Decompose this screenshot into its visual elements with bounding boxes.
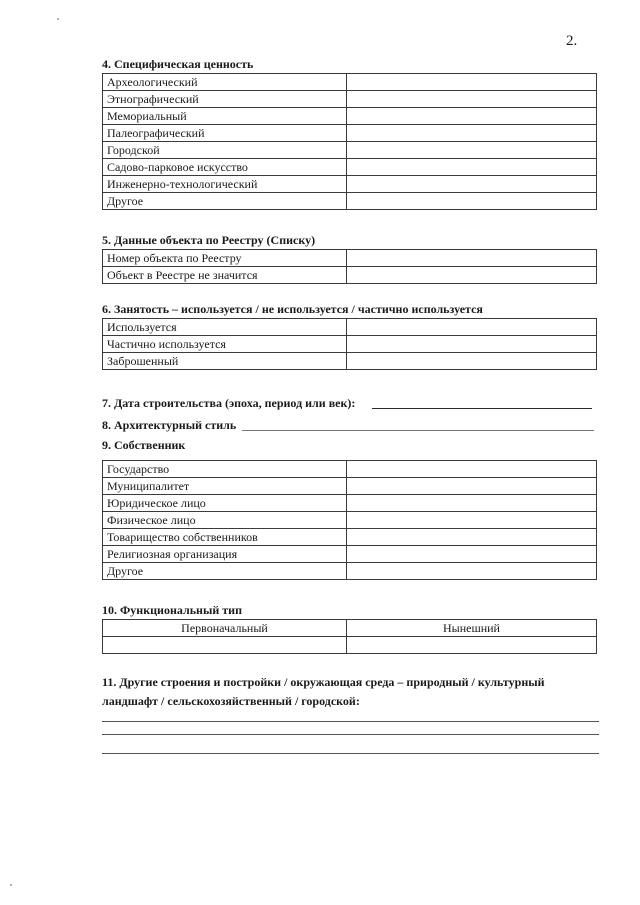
value-cell[interactable] xyxy=(347,142,597,159)
row-label: Товарищество собственников xyxy=(103,529,347,546)
row-label: Номер объекта по Реестру xyxy=(103,250,347,267)
value-cell[interactable] xyxy=(347,512,597,529)
value-cell[interactable] xyxy=(347,563,597,580)
section-4-title: 4. Специфическая ценность xyxy=(102,57,254,71)
table-row xyxy=(103,478,597,495)
value-cell[interactable] xyxy=(347,91,597,108)
table-row xyxy=(103,512,597,529)
table-header-row xyxy=(103,620,597,637)
table-row xyxy=(103,193,597,210)
scan-speck xyxy=(10,884,12,886)
row-label: Городской xyxy=(103,142,347,159)
section-9-title: 9. Собственник xyxy=(102,438,186,452)
table-row xyxy=(103,563,597,580)
value-cell[interactable] xyxy=(347,319,597,336)
section-4-table xyxy=(102,73,597,210)
section-11-title: 11. Другие строения и постройки / окружающая среда – природный / культурный ландшафт / сельскохозяйственный / городской: xyxy=(102,675,545,708)
value-cell[interactable] xyxy=(347,74,597,91)
row-label: Используется xyxy=(103,319,347,336)
row-label: Объект в Реестре не значится xyxy=(103,267,347,284)
value-cell[interactable] xyxy=(347,159,597,176)
table-row xyxy=(103,108,597,125)
section-10-title: 10. Функциональный тип xyxy=(102,603,242,617)
row-label: Палеографический xyxy=(103,125,347,142)
section-9-table xyxy=(102,460,597,580)
row-label: Религиозная организация xyxy=(103,546,347,563)
table-row xyxy=(103,176,597,193)
row-label: Частично используется xyxy=(103,336,347,353)
value-cell[interactable] xyxy=(347,353,597,370)
table-row xyxy=(103,461,597,478)
section-7-title: 7. Дата строительства (эпоха, период или век): xyxy=(102,396,356,410)
row-label: Садово-парковое искусство xyxy=(103,159,347,176)
value-cell[interactable] xyxy=(347,336,597,353)
value-cell[interactable] xyxy=(347,193,597,210)
table-row xyxy=(103,91,597,108)
value-cell[interactable] xyxy=(347,461,597,478)
row-label: Юридическое лицо xyxy=(103,495,347,512)
section-10-table xyxy=(102,619,597,654)
value-cell[interactable] xyxy=(347,267,597,284)
value-cell[interactable] xyxy=(347,546,597,563)
section-8-title: 8. Архитектурный стиль xyxy=(102,418,237,432)
value-cell[interactable] xyxy=(347,250,597,267)
value-cell[interactable] xyxy=(347,529,597,546)
surroundings-line-3[interactable] xyxy=(102,753,599,754)
current-type-cell[interactable] xyxy=(347,637,597,654)
table-row xyxy=(103,74,597,91)
row-label: Мемориальный xyxy=(103,108,347,125)
table-row xyxy=(103,125,597,142)
row-label: Государство xyxy=(103,461,347,478)
table-row xyxy=(103,267,597,284)
row-label: Археологический xyxy=(103,74,347,91)
table-row xyxy=(103,319,597,336)
table-row xyxy=(103,142,597,159)
table-row xyxy=(103,529,597,546)
table-row xyxy=(103,353,597,370)
row-label: Другое xyxy=(103,563,347,580)
value-cell[interactable] xyxy=(347,478,597,495)
value-cell[interactable] xyxy=(347,108,597,125)
row-label: Другое xyxy=(103,193,347,210)
scan-speck xyxy=(57,18,59,20)
page-number: 2. xyxy=(566,33,578,49)
construction-date-field[interactable] xyxy=(372,408,592,409)
table-row xyxy=(103,637,597,654)
section-6-table xyxy=(102,318,597,370)
row-label: Этнографический xyxy=(103,91,347,108)
table-row xyxy=(103,336,597,353)
section-5-title: 5. Данные объекта по Реестру (Списку) xyxy=(102,233,316,247)
row-label: Муниципалитет xyxy=(103,478,347,495)
column-header-original: Первоначальный xyxy=(103,620,347,637)
row-label: Инженерно-технологический xyxy=(103,176,347,193)
table-row xyxy=(103,546,597,563)
table-row xyxy=(103,250,597,267)
section-5-table xyxy=(102,249,597,284)
value-cell[interactable] xyxy=(347,125,597,142)
original-type-cell[interactable] xyxy=(103,637,347,654)
architectural-style-field[interactable] xyxy=(242,430,594,431)
value-cell[interactable] xyxy=(347,495,597,512)
surroundings-line-1[interactable] xyxy=(102,721,599,722)
table-row xyxy=(103,495,597,512)
table-row xyxy=(103,159,597,176)
row-label: Физическое лицо xyxy=(103,512,347,529)
section-6-title: 6. Занятость – используется / не используется / частично используется xyxy=(102,302,483,316)
column-header-current: Нынешний xyxy=(347,620,597,637)
value-cell[interactable] xyxy=(347,176,597,193)
row-label: Заброшенный xyxy=(103,353,347,370)
surroundings-line-2[interactable] xyxy=(102,734,599,735)
